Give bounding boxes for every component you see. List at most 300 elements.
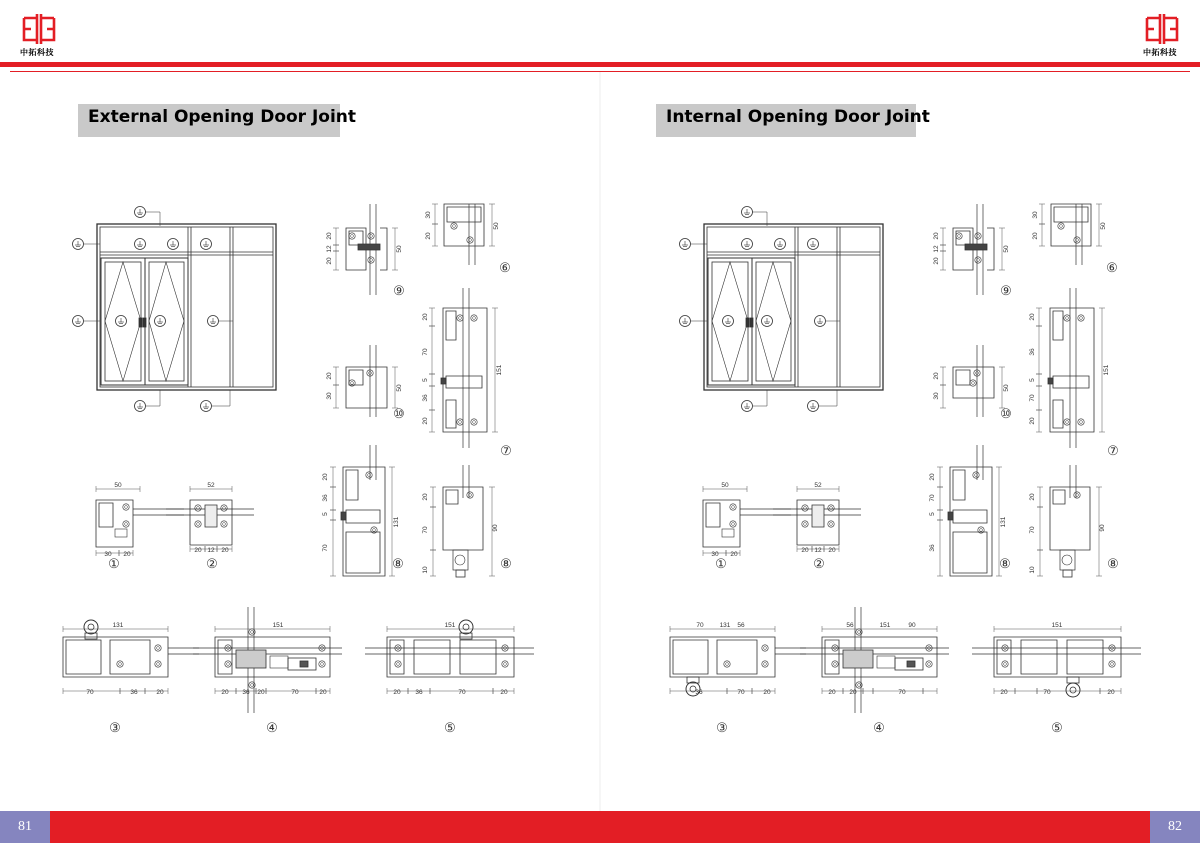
- callout-number: ⑦: [500, 444, 512, 459]
- circle-mark: [832, 661, 838, 667]
- page-title: Internal Opening Door Joint: [666, 107, 930, 127]
- dimension-label: 50: [1003, 245, 1010, 253]
- dimension-label: 30: [425, 211, 432, 219]
- dimension-label: 70: [1043, 689, 1051, 696]
- dimension-label: 20: [425, 232, 432, 240]
- detail-9: [326, 204, 405, 299]
- circle-mark: [467, 237, 473, 243]
- circle-mark: [1066, 317, 1069, 320]
- dimension-label: 70: [1029, 394, 1036, 402]
- profile-path: [673, 640, 708, 674]
- circle-mark: [471, 315, 477, 321]
- circle-mark: [251, 684, 254, 687]
- callout-number: ⑦: [1107, 444, 1119, 459]
- dimension-label: 70: [291, 689, 299, 696]
- circle-mark: [804, 523, 807, 526]
- dimension-label: 50: [1100, 222, 1107, 230]
- dimension-label: 70: [322, 544, 329, 552]
- dimension-label: 36: [322, 494, 329, 502]
- callout-number: ④: [873, 721, 885, 736]
- circle-mark: [227, 663, 230, 666]
- dimension-label: 20: [326, 232, 333, 240]
- circle-mark: [802, 505, 808, 511]
- detail-2: [773, 482, 861, 572]
- profile-path: [987, 228, 994, 270]
- dimension-label: 12: [326, 245, 333, 253]
- rect-mark: [722, 529, 734, 537]
- page-header: [0, 62, 1200, 72]
- dimension-label: 56: [737, 622, 745, 629]
- dimension-label: 50: [1003, 384, 1010, 392]
- dimension-label: 20: [1029, 417, 1036, 425]
- circle-mark: [1078, 419, 1084, 425]
- circle-mark: [975, 233, 981, 239]
- rect-mark: [746, 318, 749, 327]
- circle-mark: [197, 523, 200, 526]
- callout-number: ④: [266, 721, 278, 736]
- detail-4: [800, 607, 949, 736]
- dimension-label: 20: [422, 417, 429, 425]
- rect-mark: [712, 262, 748, 381]
- dimension-label: 70: [737, 689, 745, 696]
- dimension-label: 151: [1103, 364, 1110, 376]
- profile-path: [343, 467, 385, 576]
- profile-path: [446, 490, 458, 504]
- dimension-label: 151: [496, 364, 503, 376]
- rect-mark: [145, 258, 188, 385]
- circle-mark: [223, 523, 226, 526]
- page-title: External Opening Door Joint: [88, 107, 357, 127]
- circle-mark: [972, 382, 975, 385]
- rect-mark: [100, 227, 273, 387]
- circle-mark: [467, 492, 473, 498]
- circle-mark: [830, 523, 833, 526]
- callout-number: ⑥: [499, 261, 511, 276]
- profile-path: [1054, 207, 1088, 222]
- page-footer: [50, 811, 1150, 843]
- callout-number: ⑨: [393, 284, 405, 299]
- logo-text: 中拓科技: [20, 48, 54, 57]
- profile-path: [349, 370, 363, 385]
- circle-mark: [455, 555, 465, 565]
- circle-mark: [928, 663, 931, 666]
- rect-mark: [97, 224, 276, 390]
- dimension-label: 20: [801, 547, 809, 554]
- detail-8b: [1029, 465, 1119, 577]
- dimension-label: 30: [933, 392, 940, 400]
- circle-mark: [1060, 225, 1063, 228]
- profile-path: [63, 637, 168, 677]
- circle-mark: [1109, 661, 1115, 667]
- rect-mark: [115, 529, 127, 537]
- rect-mark: [707, 227, 880, 387]
- callout-number: ⑩: [1000, 407, 1012, 422]
- dimension-label: 12: [814, 547, 822, 554]
- circle-mark: [973, 472, 979, 478]
- dimension-label: 20: [123, 551, 131, 558]
- dimension-label: 20: [257, 689, 265, 696]
- circle-mark: [1074, 492, 1080, 498]
- circle-mark: [117, 661, 123, 667]
- profile-path: [706, 503, 720, 527]
- circle-mark: [368, 233, 374, 239]
- dimension-label: 36: [422, 394, 429, 402]
- circle-mark: [764, 663, 767, 666]
- profile-path: [712, 262, 748, 381]
- circle-mark: [504, 663, 507, 666]
- detail-7: [422, 288, 512, 459]
- dimension-label: 5: [422, 378, 429, 382]
- detail-8a: [322, 445, 404, 576]
- profile-path: [460, 640, 496, 674]
- circle-mark: [459, 317, 462, 320]
- dimension-label: 20: [326, 372, 333, 380]
- dimension-label: 5: [322, 512, 329, 516]
- dimension-label: 20: [828, 547, 836, 554]
- circle-mark: [195, 521, 201, 527]
- dimension-label: 20: [422, 493, 429, 501]
- dimension-label: 131: [719, 622, 731, 629]
- rect-mark: [300, 661, 308, 667]
- circle-mark: [123, 521, 129, 527]
- dimension-label: 36: [695, 689, 703, 696]
- profile-path: [358, 244, 380, 250]
- circle-mark: [471, 419, 477, 425]
- profile-path: [717, 640, 757, 674]
- rect-mark: [456, 570, 465, 577]
- profile-path: [953, 532, 987, 573]
- drawing-page: [670, 204, 1141, 736]
- callout-number: ①: [108, 557, 120, 572]
- profile-path: [346, 470, 358, 500]
- logo-mark-icon: [22, 12, 56, 46]
- dimension-label: 20: [1000, 689, 1008, 696]
- circle-mark: [502, 661, 508, 667]
- profile-path: [1067, 640, 1103, 674]
- circle-mark: [457, 315, 463, 321]
- profile-path: [443, 308, 487, 432]
- rect-mark: [236, 650, 266, 668]
- rect-mark: [270, 656, 288, 668]
- rect-mark: [0, 62, 1200, 67]
- circle-mark: [726, 663, 729, 666]
- dimension-label: 52: [207, 482, 215, 489]
- circle-mark: [125, 523, 128, 526]
- dimension-label: 131: [1000, 516, 1007, 528]
- circle-mark: [730, 521, 736, 527]
- rect-mark: [843, 650, 873, 668]
- dimension-label: 70: [1029, 526, 1036, 534]
- profile-path: [1048, 378, 1053, 384]
- detail-10: [326, 345, 405, 422]
- dimension-label: 70: [422, 348, 429, 356]
- dimension-label: 70: [458, 689, 466, 696]
- profile-path: [346, 510, 380, 523]
- circle-mark: [732, 506, 735, 509]
- dimension-label: 20: [194, 547, 202, 554]
- drawing-page: [63, 204, 534, 736]
- callout-number: ②: [813, 557, 825, 572]
- dimension-label: 151: [444, 622, 456, 629]
- profile-path: [1050, 308, 1094, 432]
- profile-path: [1053, 376, 1089, 388]
- callout-number: ⑧: [500, 557, 512, 572]
- dimension-label: 90: [492, 524, 499, 532]
- dimension-label: 20: [393, 689, 401, 696]
- circle-mark: [762, 661, 768, 667]
- profile-path: [950, 467, 992, 576]
- profile-path: [994, 637, 1121, 677]
- circle-mark: [373, 529, 376, 532]
- circle-mark: [1064, 419, 1070, 425]
- callout-number: ⑧: [1107, 557, 1119, 572]
- circle-mark: [453, 225, 456, 228]
- profile-path: [346, 367, 387, 408]
- dimension-label: 50: [493, 222, 500, 230]
- dimension-label: 36: [130, 689, 138, 696]
- callout-number: ②: [206, 557, 218, 572]
- profile-path: [110, 640, 150, 674]
- profile-path: [341, 512, 346, 520]
- dimension-label: 70: [696, 622, 704, 629]
- circle-mark: [980, 529, 983, 532]
- rect-mark: [704, 224, 883, 390]
- circle-mark: [1058, 223, 1064, 229]
- rect-mark: [907, 661, 915, 667]
- circle-mark: [834, 663, 837, 666]
- circle-mark: [828, 505, 834, 511]
- detail-4: [193, 607, 342, 736]
- profile-path: [953, 367, 994, 398]
- dimension-label: 20: [1107, 689, 1115, 696]
- dimension-label: 36: [415, 689, 423, 696]
- profile-path: [99, 503, 113, 527]
- roller-icon: [459, 620, 473, 634]
- circle-mark: [123, 504, 129, 510]
- dimension-label: 50: [721, 482, 729, 489]
- detail-8a: [929, 445, 1011, 576]
- detail-1: [703, 482, 791, 572]
- circle-mark: [1064, 315, 1070, 321]
- dimension-label: 131: [393, 516, 400, 528]
- logo-text: 中拓科技: [1143, 48, 1177, 57]
- circle-mark: [1080, 317, 1083, 320]
- profile-path: [812, 505, 824, 527]
- circle-mark: [368, 257, 374, 263]
- rect-mark: [105, 262, 141, 381]
- circle-mark: [349, 233, 355, 239]
- dimension-label: 5: [1029, 378, 1036, 382]
- circle-mark: [157, 663, 160, 666]
- detail-6: [425, 204, 511, 276]
- circle-mark: [975, 257, 981, 263]
- circle-mark: [858, 631, 861, 634]
- dimension-label: 20: [1029, 313, 1036, 321]
- profile-path: [346, 532, 380, 573]
- profile-path: [441, 378, 446, 384]
- callout-number: ③: [716, 721, 728, 736]
- dimension-label: 12: [933, 245, 940, 253]
- callout-number: ⑤: [444, 721, 456, 736]
- dimension-label: 36: [1029, 348, 1036, 356]
- dimension-label: 30: [711, 551, 719, 558]
- dimension-label: 52: [814, 482, 822, 489]
- dimension-label: 20: [933, 372, 940, 380]
- circle-mark: [1070, 687, 1076, 693]
- profile-path: [105, 262, 141, 381]
- circle-mark: [351, 382, 354, 385]
- roller-icon: [84, 620, 98, 634]
- circle-mark: [828, 521, 834, 527]
- circle-mark: [1078, 315, 1084, 321]
- dimension-label: 36: [929, 544, 936, 552]
- profile-path: [1053, 490, 1065, 504]
- section-title-left: [78, 104, 357, 137]
- dimension-label: 90: [1099, 524, 1106, 532]
- dimension-label: 90: [908, 622, 916, 629]
- rect-mark: [877, 656, 895, 668]
- dimension-label: 70: [929, 494, 936, 502]
- dimension-label: 20: [828, 689, 836, 696]
- circle-mark: [1111, 663, 1114, 666]
- circle-mark: [762, 645, 768, 651]
- dimension-label: 70: [86, 689, 94, 696]
- circle-mark: [195, 505, 201, 511]
- circle-mark: [1002, 661, 1008, 667]
- profile-path: [1053, 400, 1063, 428]
- dimension-label: 70: [898, 689, 906, 696]
- circle-mark: [724, 661, 730, 667]
- dimension-label: 20: [933, 232, 940, 240]
- dimension-label: 30: [104, 551, 112, 558]
- circle-mark: [451, 223, 457, 229]
- dimension-label: 20: [500, 689, 508, 696]
- callout-number: ③: [109, 721, 121, 736]
- page-number-right: 82: [1150, 811, 1200, 843]
- dimension-label: 20: [326, 257, 333, 265]
- detail-5: [365, 620, 534, 736]
- profile-path: [953, 510, 987, 523]
- rect-mark: [1063, 570, 1072, 577]
- circle-mark: [732, 523, 735, 526]
- callout-number: ⑨: [1000, 284, 1012, 299]
- dimension-label: 151: [272, 622, 284, 629]
- detail-7: [1029, 288, 1119, 459]
- detail-10: [933, 345, 1012, 422]
- dimension-label: 20: [929, 473, 936, 481]
- detail-3: [670, 622, 806, 736]
- dimension-label: 70: [422, 526, 429, 534]
- circle-mark: [155, 645, 161, 651]
- profile-path: [1051, 204, 1091, 246]
- dimension-label: 20: [730, 551, 738, 558]
- circle-mark: [221, 505, 227, 511]
- logo-mark-icon: [1145, 12, 1179, 46]
- dimension-label: 20: [1029, 493, 1036, 501]
- profile-path: [446, 400, 456, 428]
- dimension-label: 30: [1032, 211, 1039, 219]
- rect-mark: [10, 71, 1190, 72]
- circle-mark: [459, 421, 462, 424]
- dimension-label: 131: [112, 622, 124, 629]
- circle-mark: [473, 317, 476, 320]
- circle-mark: [251, 631, 254, 634]
- dimension-label: 12: [207, 547, 215, 554]
- profile-path: [380, 228, 387, 270]
- profile-path: [66, 640, 101, 674]
- dimension-label: 36: [242, 689, 250, 696]
- profile-path: [670, 637, 775, 677]
- callout-number: ⑧: [999, 557, 1011, 572]
- detail-2: [166, 482, 254, 572]
- profile-path: [447, 207, 481, 222]
- rect-mark: [143, 318, 146, 327]
- detail-1: [96, 482, 184, 572]
- dimension-label: 20: [221, 689, 229, 696]
- profile-path: [953, 470, 965, 500]
- profile-path: [956, 370, 970, 385]
- dimension-label: 151: [1051, 622, 1063, 629]
- circle-mark: [351, 235, 354, 238]
- callout-number: ⑥: [1106, 261, 1118, 276]
- door-elevation: [73, 207, 277, 412]
- dimension-label: 20: [933, 257, 940, 265]
- dimension-label: 151: [879, 622, 891, 629]
- rect-mark: [750, 318, 753, 327]
- profile-path: [446, 376, 482, 388]
- rect-mark: [752, 258, 795, 385]
- dimension-label: 10: [1029, 566, 1036, 574]
- callout-number: ⑤: [1051, 721, 1063, 736]
- profile-path: [444, 204, 484, 246]
- circle-mark: [958, 235, 961, 238]
- detail-3: [63, 620, 199, 736]
- circle-mark: [319, 661, 325, 667]
- circle-mark: [970, 380, 976, 386]
- callout-number: ①: [715, 557, 727, 572]
- circle-mark: [125, 506, 128, 509]
- rect-mark: [101, 258, 145, 385]
- profile-path: [1053, 311, 1063, 340]
- dimension-label: 20: [763, 689, 771, 696]
- dimension-label: 50: [114, 482, 122, 489]
- profile-path: [948, 512, 953, 520]
- circle-mark: [225, 661, 231, 667]
- circle-mark: [926, 661, 932, 667]
- circle-mark: [321, 663, 324, 666]
- dimension-label: 10: [422, 566, 429, 574]
- detail-5: [972, 622, 1141, 736]
- profile-path: [1021, 640, 1057, 674]
- profile-path: [965, 244, 987, 250]
- circle-mark: [1062, 555, 1072, 565]
- dimension-label: 20: [322, 473, 329, 481]
- page-number-left: 81: [0, 811, 50, 843]
- profile-path: [446, 311, 456, 340]
- door-elevation: [680, 207, 884, 412]
- circle-mark: [858, 684, 861, 687]
- dimension-label: 20: [849, 689, 857, 696]
- rect-mark: [708, 258, 752, 385]
- callout-number: ⑧: [392, 557, 404, 572]
- dimension-label: 50: [396, 245, 403, 253]
- circle-mark: [221, 521, 227, 527]
- circle-mark: [764, 647, 767, 650]
- profile-path: [387, 637, 514, 677]
- circle-mark: [119, 663, 122, 666]
- rect-mark: [139, 318, 142, 327]
- dimension-label: 5: [929, 512, 936, 516]
